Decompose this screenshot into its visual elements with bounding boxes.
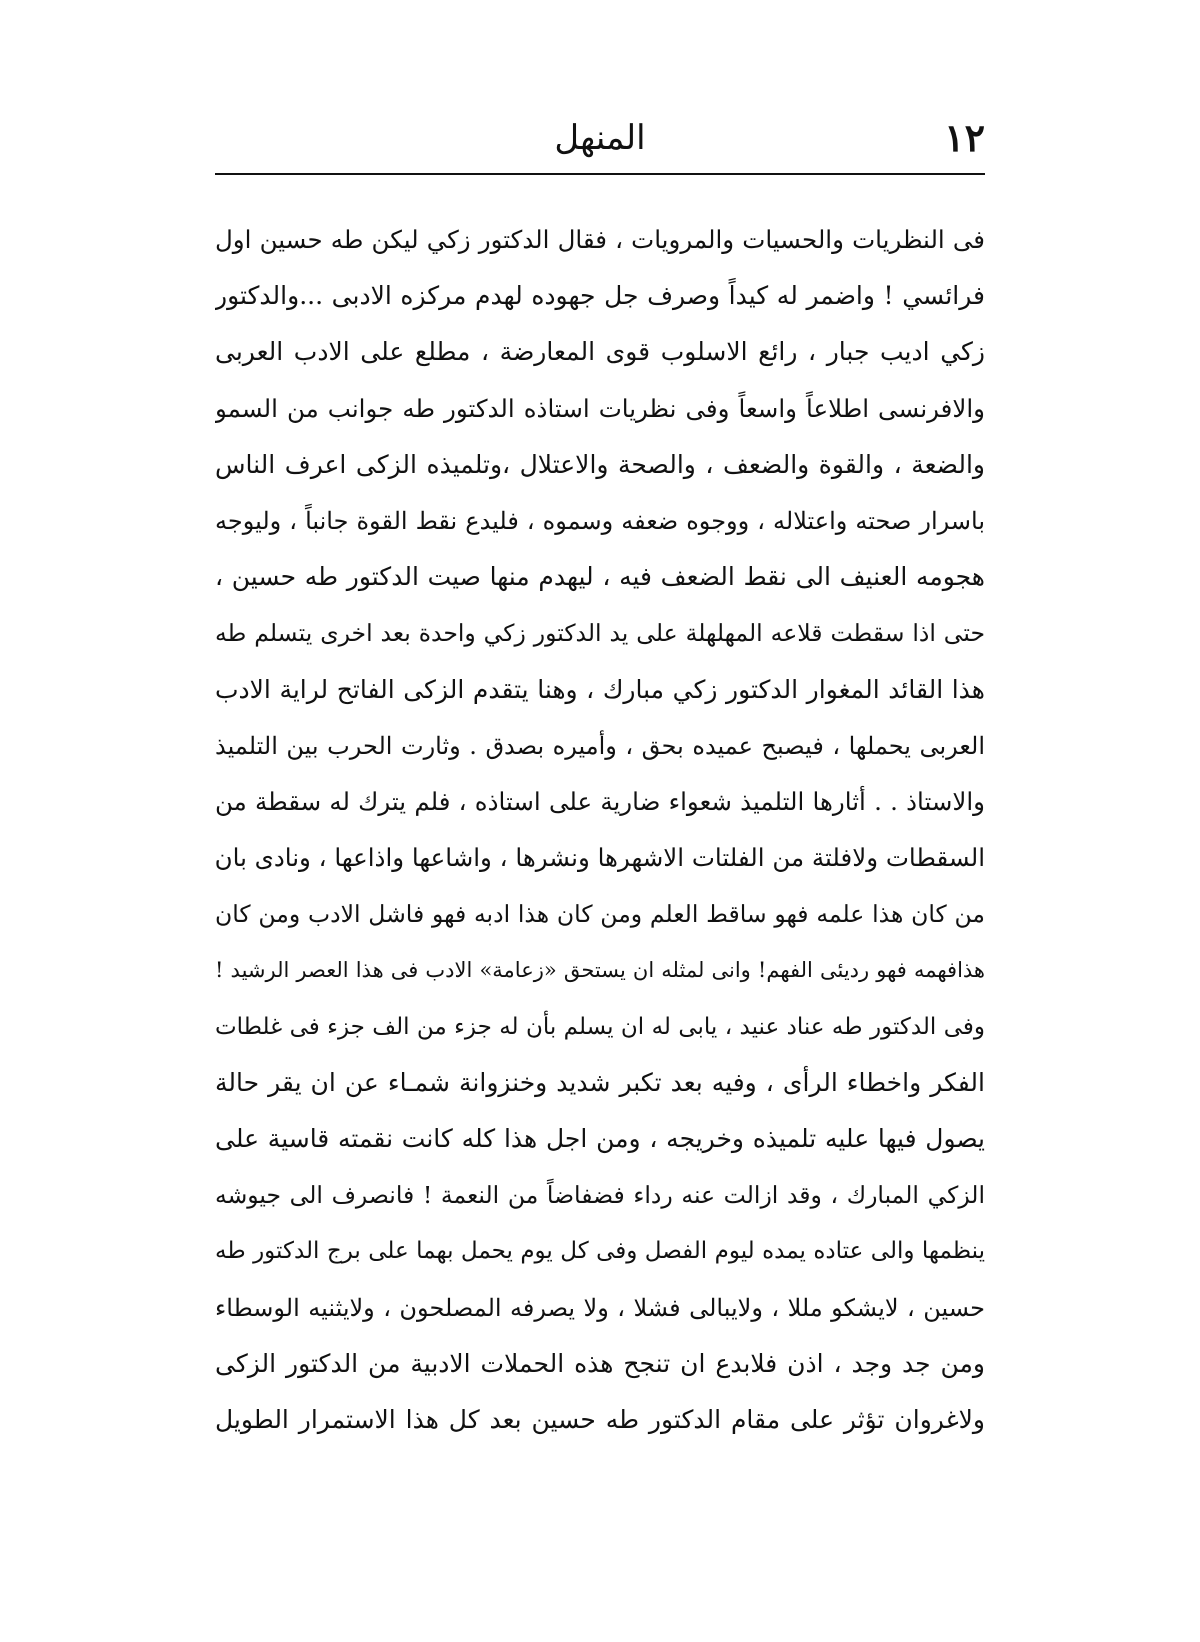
text-line: ولاغروان تؤثر على مقام الدكتور طه حسين بعد كل هذا الاستمرار الطويل bbox=[215, 1404, 985, 1434]
text-line: باسرار صحته واعتلاله ، ووجوه ضعفه وسموه ، فليدع نقط القوة جانباً ، وليوجه bbox=[215, 506, 985, 535]
text-line: فى النظريات والحسيات والمرويات ، فقال الدكتور زكي ليكن طه حسين اول bbox=[215, 225, 985, 254]
running-title: المنهل bbox=[554, 118, 646, 158]
page-number: ١٢ bbox=[944, 115, 985, 160]
text-line: يصول فيها عليه تلميذه وخريجه ، ومن اجل هذا كله كانت نقمته قاسية على bbox=[215, 1124, 985, 1153]
text-line: والاستاذ . . أثارها التلميذ شعواء ضارية على استاذه ، فلم يترك له سقطة من bbox=[215, 786, 985, 816]
text-line: زكي اديب جبار ، رائع الاسلوب قوى المعارضة ، مطلع على الادب العربى bbox=[215, 337, 985, 367]
text-line: والضعة ، والقوة والضعف ، والصحة والاعتلال ،وتلميذه الزكى اعرف الناس bbox=[215, 449, 985, 479]
text-line: حتى اذا سقطت قلاعه المهلهلة على يد الدكتور زكي واحدة بعد اخرى يتسلم طه bbox=[215, 619, 985, 648]
text-line: هذا القائد المغوار الدكتور زكي مبارك ، وهنا يتقدم الزكى الفاتح لراية الادب bbox=[215, 674, 985, 704]
text-line: هجومه العنيف الى نقط الضعف فيه ، ليهدم منها صيت الدكتور طه حسين ، bbox=[215, 562, 985, 592]
text-line: فرائسي ! واضمر له كيداً وصرف جل جهوده لهدم مركزه الادبى ...والدكتور bbox=[215, 281, 985, 311]
text-line: وفى الدكتور طه عناد عنيد ، يابى له ان يسلم بأن له جزء من الف جزء فى غلطات bbox=[215, 1013, 985, 1040]
text-line: الفكر واخطاء الرأى ، وفيه بعد تكبر شديد وخنزوانة شمـاء عن ان يقر حالة bbox=[215, 1067, 985, 1097]
body-text bbox=[215, 212, 985, 1448]
page-header bbox=[215, 112, 985, 164]
text-line: الزكي المبارك ، وقد ازالت عنه رداء فضفاضاً من النعمة ! فانصرف الى جيوشه bbox=[215, 1181, 985, 1210]
text-line: السقطات ولافلتة من الفلتات الاشهرها ونشرها ، واشاعها واذاعها ، ونادى بان bbox=[215, 843, 985, 873]
text-line: العربى يحملها ، فيصبح عميده بحق ، وأميره بصدق . وثارت الحرب بين التلميذ bbox=[215, 731, 985, 760]
text-line: من كان هذا علمه فهو ساقط العلم ومن كان هذا ادبه فهو فاشل الادب ومن كان bbox=[215, 900, 985, 929]
text-line: والافرنسى اطلاعاً واسعاً وفى نظريات استاذه الدكتور طه جوانب من السمو bbox=[215, 393, 985, 423]
text-line: هذافهمه فهو رديئى الفهم! وانى لمثله ان يستحق «زعامة» الادب فى هذا العصر الرشيد ! bbox=[215, 958, 985, 983]
text-line: حسين ، لايشكو مللا ، ولايبالى فشلا ، ولا يصرفه المصلحون ، ولايثنيه الوسطاء bbox=[215, 1293, 985, 1322]
text-line: ومن جد وجد ، اذن فلابدع ان تنجح هذه الحملات الادبية من الدكتور الزكى bbox=[215, 1348, 985, 1378]
text-line: ينظمها والى عتاده يمده ليوم الفصل وفى كل يوم يحمل بهما على برج الدكتور طه bbox=[215, 1238, 985, 1265]
header-divider bbox=[215, 173, 985, 175]
